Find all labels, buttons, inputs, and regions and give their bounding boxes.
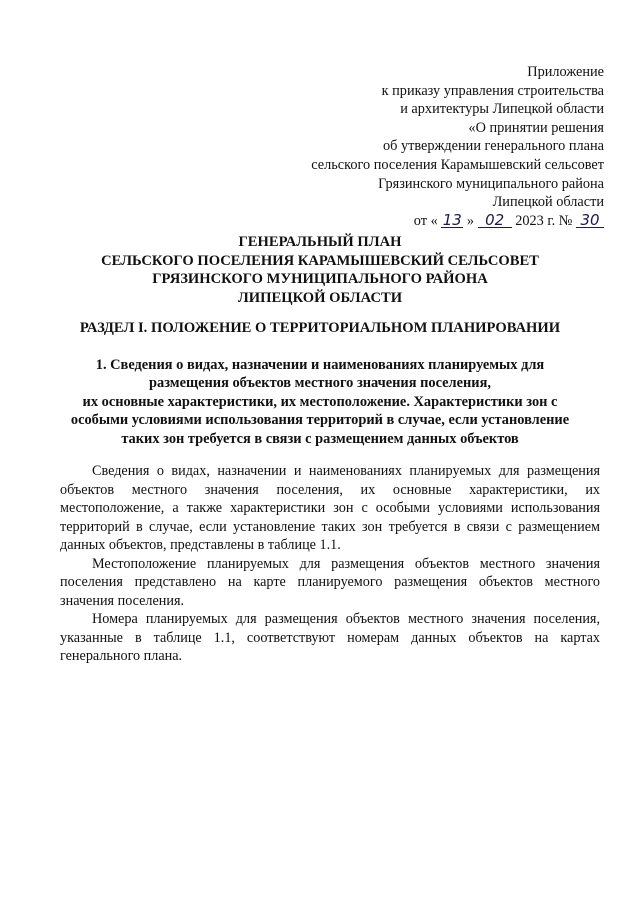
title-line: СЕЛЬСКОГО ПОСЕЛЕНИЯ КАРАМЫШЕВСКИЙ СЕЛЬСОВЕТ [101,252,539,269]
appendix-line: об утверждении генерального плана [382,138,604,155]
appendix-line: Липецкой области [492,194,604,211]
order-date-line [311,212,604,231]
appendix-line: Грязинского муниципального района [378,175,604,192]
subheading-line: таких зон требуется в связи с размещением данных объектов [121,430,519,447]
body-text [60,462,600,666]
subheading-line: 1. Сведения о видах, назначении и наименованиях планируемых для [95,357,545,373]
section-heading: РАЗДЕЛ I. ПОЛОЖЕНИЕ О ТЕРРИТОРИАЛЬНОМ ПЛАНИРОВАНИИ [79,320,561,336]
subheading-line: особыми условиями использования территорий в случае, если установление [70,412,570,429]
appendix-line: Приложение [527,64,604,80]
date-prefix: от « [413,212,438,229]
date-mid: » [466,212,475,229]
appendix-line: к приказу управления строительства [381,82,604,99]
handwritten-order-number: 30 [576,213,604,228]
appendix-block [311,63,604,230]
document-title [0,233,640,307]
body-paragraph: Местоположение планируемых для размещения объектов местного значения поселения представлено на карте планируемого размещения объектов местного значения поселения. [60,555,600,609]
appendix-line: сельского поселения Карамышевский сельсовет [311,156,604,173]
handwritten-day: 13 [442,210,462,229]
subheading-line: их основные характеристики, их местоположение. Характеристики зон с [82,393,558,410]
subsection-heading [0,356,640,448]
appendix-line: «О принятии решения [468,119,604,136]
subheading-line: размещения объектов местного значения поселения, [149,375,491,392]
body-paragraph: Сведения о видах, назначении и наименованиях планируемых для размещения объектов местного значения поселения, их основные характеристики, их местоположение, а также характеристики зон с особыми условиями использования территорий в случае, если установление таких зон требуется в связи с размещением данных объектов, представлены в таблице 1.1. [60,463,600,553]
date-year: 2023 г. № [515,212,573,229]
appendix-line: и архитектуры Липецкой области [400,101,604,118]
handwritten-month: 02 [478,213,512,228]
body-paragraph: Номера планируемых для размещения объектов местного значения поселения, указанные в таблице 1.1, соответствуют номерам данных объектов на картах генерального плана. [60,611,600,664]
title-line: ГРЯЗИНСКОГО МУНИЦИПАЛЬНОГО РАЙОНА [152,271,488,288]
title-line: ЛИПЕЦКОЙ ОБЛАСТИ [237,289,403,306]
title-line: ГЕНЕРАЛЬНЫЙ ПЛАН [238,234,402,250]
